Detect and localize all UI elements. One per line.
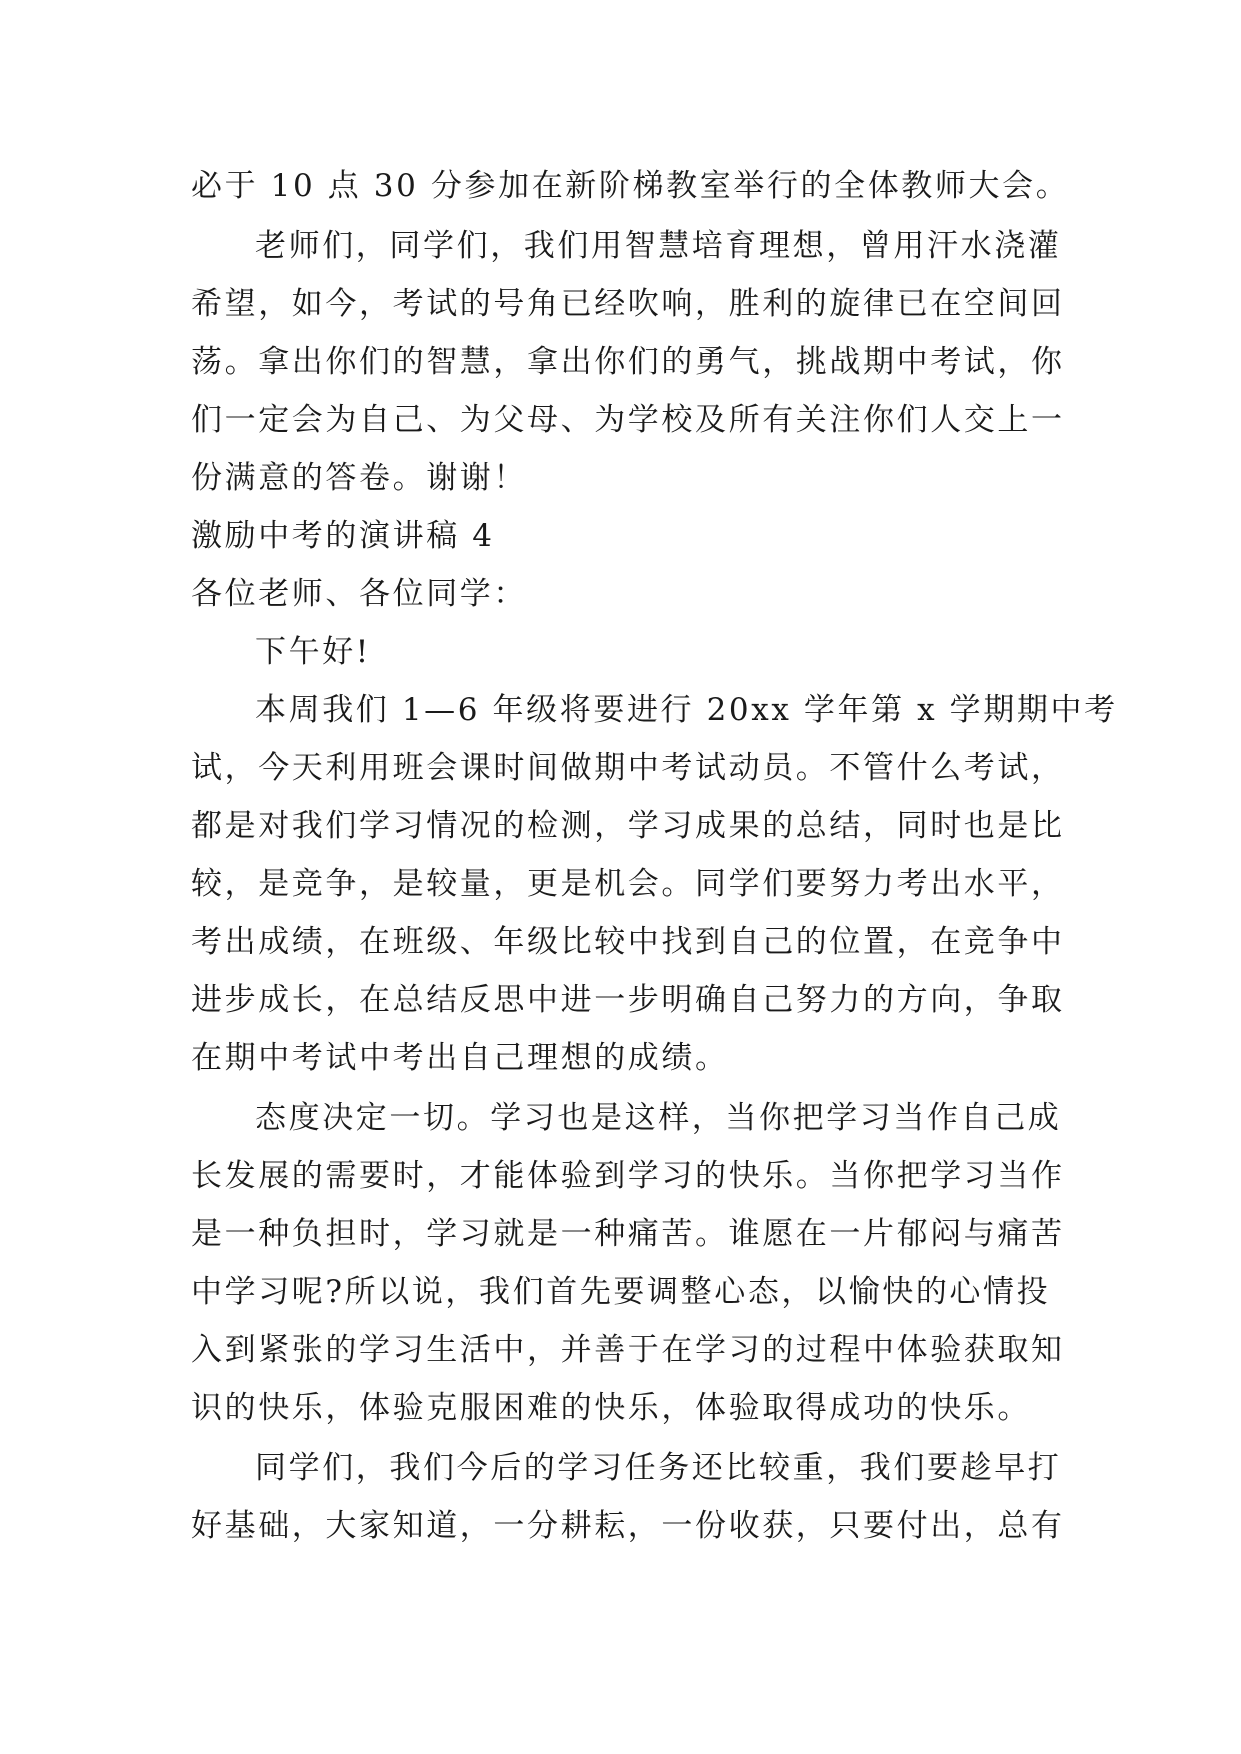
paragraph-line: 较，是竞争，是较量，更是机会。同学们要努力考出水平， (191, 866, 1065, 902)
paragraph-line: 试，今天利用班会课时间做期中考试动员。不管什么考试， (191, 750, 1065, 786)
paragraph-line: 是一种负担时，学习就是一种痛苦。谁愿在一片郁闷与痛苦 (191, 1216, 1065, 1252)
paragraph-line: 必于 10 点 30 分参加在新阶梯教室举行的全体教师大会。 (191, 168, 1070, 204)
paragraph-line: 都是对我们学习情况的检测，学习成果的总结，同时也是比 (191, 808, 1065, 844)
paragraph-line: 态度决定一切。学习也是这样，当你把学习当作自己成 (255, 1100, 1062, 1136)
paragraph-line: 荡。拿出你们的智慧，拿出你们的勇气，挑战期中考试，你 (191, 344, 1065, 380)
paragraph-line: 好基础，大家知道，一分耕耘，一份收获，只要付出，总有 (191, 1508, 1065, 1544)
salutation: 各位老师、各位同学： (191, 576, 527, 612)
greeting: 下午好! (255, 634, 371, 670)
paragraph-line: 进步成长，在总结反思中进一步明确自己努力的方向，争取 (191, 982, 1065, 1018)
paragraph-line: 在期中考试中考出自己理想的成绩。 (191, 1040, 729, 1076)
paragraph-line: 老师们，同学们，我们用智慧培育理想，曾用汗水浇灌 (255, 228, 1062, 264)
paragraph-line: 份满意的答卷。谢谢！ (191, 460, 527, 496)
paragraph-line: 长发展的需要时，才能体验到学习的快乐。当你把学习当作 (191, 1158, 1065, 1194)
paragraph-line: 们一定会为自己、为父母、为学校及所有关注你们人交上一 (191, 402, 1065, 438)
section-heading: 激励中考的演讲稿 4 (191, 518, 495, 554)
paragraph-line: 入到紧张的学习生活中，并善于在学习的过程中体验获取知 (191, 1332, 1065, 1368)
paragraph-line: 希望，如今，考试的号角已经吹响，胜利的旋律已在空间回 (191, 286, 1065, 322)
paragraph-line: 本周我们 1—6 年级将要进行 20xx 学年第 x 学期期中考 (255, 692, 1118, 728)
paragraph-line: 同学们，我们今后的学习任务还比较重，我们要趁早打 (255, 1450, 1062, 1486)
paragraph-line: 考出成绩，在班级、年级比较中找到自己的位置，在竞争中 (191, 924, 1065, 960)
paragraph-line: 识的快乐，体验克服困难的快乐，体验取得成功的快乐。 (191, 1390, 1031, 1426)
paragraph-line: 中学习呢?所以说，我们首先要调整心态，以愉快的心情投 (191, 1274, 1051, 1310)
